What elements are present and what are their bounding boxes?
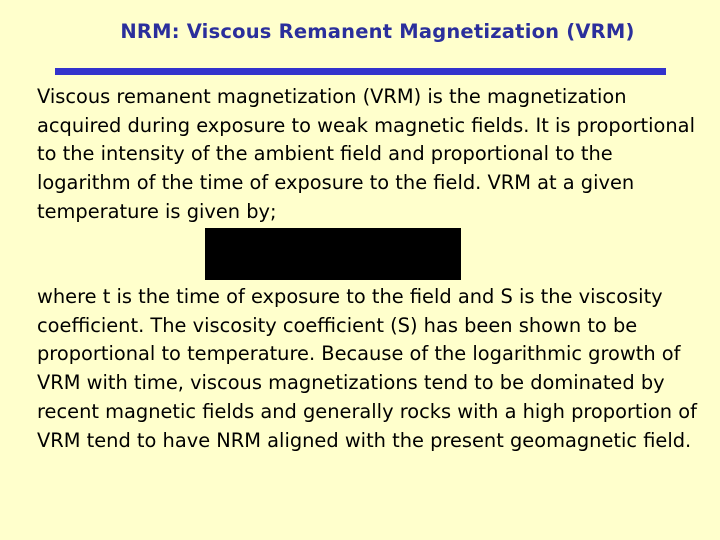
paragraph-intro: Viscous remanent magnetization (VRM) is the magnetization acquired during exposure to weak magnetic fields. It is proportional to the intensity of the ambient field and proportional to the logarithm of the time of exposure to the field. VRM at a given temperature is given by;: [37, 85, 695, 223]
paragraph-explanation: where t is the time of exposure to the field and S is the viscosity coefficient. The viscosity coefficient (S) has been shown to be proportional to temperature. Because of the logarithmic growth of VRM with time, viscous magnetizations tend to be dominated by recent magnetic fields and generally rocks with a high proportion of VRM tend to have NRM aligned with the present geomagnetic field.: [37, 285, 697, 452]
equation-image-placeholder: [205, 228, 461, 280]
slide-title: NRM: Viscous Remanent Magnetization (VRM): [120, 20, 635, 43]
title-underline: [55, 68, 666, 75]
